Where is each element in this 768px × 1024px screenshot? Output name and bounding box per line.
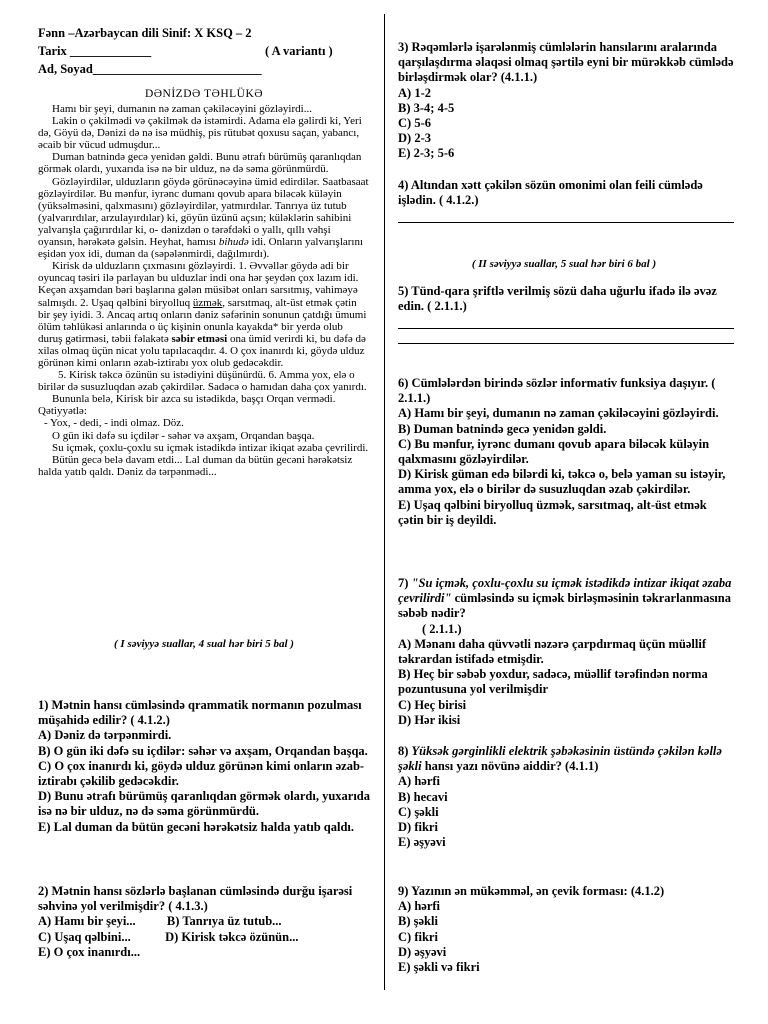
date-field[interactable]: Tarix _____________ [38, 44, 152, 58]
story-text [38, 103, 370, 478]
question-5 [398, 284, 734, 344]
answer-line[interactable] [398, 208, 734, 223]
story-text-span: , sarsıtmaq, alt-üst etmək çətin bir şey iyidi. 3. Ancaq artıq onların dəniz səfərinin sonunun çatdığı ümumi ölüm təhlükəsi anlarında o üç kişinin onunla kayakda* bir yerdə olub duruş gətirməsi, təbii fəlakətə [38, 296, 367, 345]
story-text-span: Gözləyirdilər, ulduzların göydə görünəcəyinə ümid edirdilər. Saatbasaat gözləyirdilər. Bu mənfur, iyrənc dumanı qovub apara biləcək küləyin (yüksəlməsini, qalxmasını) gözləyirdilər, yatmırdılar. Tanrıya üz tutub (yalvarırdılar, arzulayırdılar) ki, göyün üzünü açsın; küləklərin sahibini yalvarışla çağırırdılar ki, o- dənizdən o tərəfdəki o yallı, qıllı vəhşi oyansın, hərəkətə gəlsin. Heyhat, hamısı [38, 175, 369, 249]
answer-option[interactable]: B) hecavi [398, 789, 448, 804]
answer-option[interactable]: E) O çox inanırdı... [38, 944, 141, 959]
answer-option[interactable]: E) Uşaq qəlbini biryolluq üzmək, sarsıtmaq, alt-üst etmək çətin bir iş deyildi. [398, 497, 707, 527]
answer-option[interactable]: E) Lal duman da bütün gecəni hərəkətsiz halda yatıb qaldı. [38, 819, 355, 834]
question-number: 8) [398, 744, 412, 758]
question-text [398, 744, 734, 774]
answer-option[interactable]: D) 2-3 [398, 131, 431, 146]
question-3 [398, 40, 734, 162]
column-divider [384, 14, 385, 990]
answer-option[interactable]: B) Duman batnində gecə yenidən gəldi. [398, 421, 607, 436]
answer-option[interactable]: E) şəkli və fikri [398, 960, 480, 975]
answer-option[interactable]: A) Hamı bir şeyi, dumanın nə zaman çəkiləcəyini gözləyirdi. [398, 406, 719, 421]
story-dialogue: - Yox, - dedi, - indi olmaz. Döz. [44, 417, 184, 430]
answer-option[interactable]: D) əşyəvi [398, 944, 447, 959]
answer-option[interactable]: C) 5-6 [398, 116, 431, 131]
answer-option[interactable]: D) fikri [398, 820, 438, 835]
question-text [398, 576, 734, 622]
question-8 [398, 744, 734, 850]
subject-line: Fənn –Azərbaycan dili Sinif: X KSQ – 2 [38, 26, 252, 40]
story-paragraph: 5. Kirisk təkcə özünün su istədiyini düşünürdü. 6. Amma yox, elə o birilər də susuzluqdan əzab çəkirdilər. Sadəcə o hamıdan daha çox yanırdı. [38, 369, 367, 394]
story-text-span: Kirisk də ulduzların çıxmasını gözləyirdi. 1. Əvvəllər göydə adi bir oyuncaq təsiri ilə parlayan bu ulduzlar indi ona hər şeydən çox lazım idi. Keçən axşamdan bəri başlarına gələn müsibət onları sarsıtmış, vahiməyə salmışdı. 2. Uşaq qəlbini biryolluq [38, 260, 359, 309]
question-text: 4) Altından xətt çəkilən sözün omonimi olan feili cümlədə işlədin. ( 4.1.2.) [398, 178, 703, 208]
answer-line[interactable] [398, 314, 734, 329]
story-paragraph: Duman batnində gecə yenidən gəldi. Bunu ətrafı bürümüş qaranlıqdan görmək olardı, yuxarıda isə nə bir ulduz, nə də səma görünmürdü. [38, 151, 362, 176]
story-paragraph: O gün iki dəfə su içdilər - səhər və axşam, Orqandan başqa. [52, 429, 315, 442]
answer-option[interactable]: C) Bu mənfur, iyrənc dumanı qovub apara biləcək küləyin qalxmasını gözləyirdilər. [398, 436, 710, 467]
question-text: 1) Mətnin hansı cümləsində qrammatik normanın pozulması müşahidə edilir? ( 4.1.2.) [38, 698, 362, 728]
question-text: 3) Rəqəmlərlə işarələnmiş cümlələrin hansılarını aralarında qarşılaşdırma əlaqəsi olmaq şərtilə eyni bir mürəkkəb cümlədə birləşdirmək olar? (4.1.1.) [398, 40, 734, 85]
answer-line[interactable] [398, 329, 734, 344]
competency-code: ( 2.1.1.) [422, 621, 462, 636]
section-heading-1: ( I səviyyə suallar, 4 sual hər biri 5 bal ) [114, 638, 294, 650]
question-text-rest: cümləsində su içmək birləşməsinin təkrarlanmasına səbəb nədir? [398, 591, 731, 621]
question-4 [398, 178, 734, 223]
story-paragraph [38, 260, 370, 369]
variant-label: ( A variantı ) [265, 44, 333, 58]
question-number: 7) [398, 576, 412, 590]
italic-phrase: Yüksək gərginlikli elektrik şəbəkəsinin üstündə çəkilən kəllə şəkli [398, 744, 722, 774]
bold-phrase: səbir etməsi [171, 332, 228, 345]
answer-option[interactable]: C) şəkli [398, 804, 439, 819]
question-text: 6) Cümlələrdən birində sözlər informativ funksiya daşıyır. ( 2.1.1.) [398, 376, 716, 406]
story-paragraph: Hamı bir şeyi, dumanın nə zaman çəkiləcəyini gözləyirdi... [52, 103, 312, 115]
story-italic-word: bihudə [218, 236, 249, 249]
answer-option[interactable]: A) Dəniz də tərpənmirdi. [38, 728, 172, 743]
underlined-word: üzmək [192, 296, 223, 309]
story-paragraph: Bununla belə, Kirisk bir azca su istədikdə, başçı Orqan vermədi. Qətiyyətlə: [38, 393, 336, 418]
question-text: 9) Yazının ən mükəmməl, ən çevik forması: (4.1.2) [398, 884, 665, 898]
story-paragraph: Su içmək, çoxlu-çoxlu su içmək istədikdə intizar ikiqat əzaba çevrilirdi. [52, 441, 369, 454]
question-text-rest: hansı yazı növünə aiddir? (4.1.1) [421, 759, 599, 774]
answer-option[interactable]: D) Bunu ətrafı bürümüş qaranlıqdan görmək olardı, yuxarıda isə nə bir ulduz, nə də səma görünmürdü. [38, 789, 370, 819]
answer-option[interactable]: E) əşyəvi [398, 835, 446, 850]
answer-option[interactable]: E) 2-3; 5-6 [398, 146, 455, 161]
answer-option-row[interactable]: A) Hamı bir şeyi... B) Tanrıya üz tutub... [38, 914, 282, 929]
answer-option-row[interactable]: C) Uşaq qəlbini... D) Kirisk təkcə özünün... [38, 929, 299, 944]
story-text-span: idi. Onların yalvarışlarını eşidən yox idi, duman da (səpələnmirdi, dağılmırdı). [38, 236, 364, 261]
story-text-span: ona ümid verirdi ki, bu dəfə də xilas olmaq üçün nicat yolu tapılacaqdır. 4. O çox inanırdı ki, göydə ulduz görünən kimi onların əzab-iztirabı yox olub gedəcəkdir. [38, 332, 366, 369]
answer-option[interactable]: A) hərfi [398, 774, 440, 789]
question-9 [398, 884, 734, 975]
answer-option[interactable]: D) Hər ikisi [398, 712, 461, 727]
answer-option[interactable]: A) hərfi [398, 899, 440, 914]
question-2 [38, 884, 374, 960]
answer-option[interactable]: B) Heç bir səbəb yoxdur, sadəcə, müəllif tərəfindən norma pozuntusuna yol verilmişdir [398, 667, 708, 697]
story-paragraph: Lakin o çəkilmədi və çəkilmək də istəmirdi. Adama elə gəlirdi ki, Yeri də, Göyü də, Dənizi də nə isə müdhiş, pis rütubət qoxusu saçan, yabancı, əcaib bir vücud udmuşdur... [38, 115, 362, 152]
answer-option[interactable]: B) şəkli [398, 914, 438, 929]
answer-option[interactable]: D) Kirisk güman edə bilərdi ki, təkcə o, belə yaman su istəyir, amma yox, elə o birilər də susuzluqdan əzab çəkirdilər. [398, 467, 726, 497]
question-1 [38, 698, 374, 835]
story-paragraph [38, 176, 370, 261]
answer-option[interactable]: C) O çox inanırdı ki, göydə ulduz görünən kimi onların əzab-iztirabı çəkilib gedəcəkdir. [38, 758, 365, 789]
story-title: DƏNİZDƏ TƏHLÜKƏ [144, 88, 264, 100]
answer-option[interactable]: B) O gün iki dəfə su içdilər: səhər və axşam, Orqandan başqa. [38, 743, 368, 758]
answer-option[interactable]: C) Heç birisi [398, 697, 467, 712]
section-heading-2: ( II səviyyə suallar, 5 sual hər biri 6 bal ) [471, 258, 657, 270]
question-text: 5) Tünd-qara şriftlə verilmiş sözü daha uğurlu ifadə ilə əvəz edin. ( 2.1.1.) [398, 284, 717, 314]
answer-option[interactable]: C) fikri [398, 929, 438, 944]
story-paragraph: Bütün gecə belə davam etdi... Lal duman da bütün gecəni hərəkətsiz halda yatıb qaldı. Dəniz də tərpənmədi... [38, 453, 353, 478]
question-text: 2) Mətnin hansı sözlərlə başlanan cümləsində durğu işarəsi səhvinə yol verilmişdir? ( 4.1.3.) [38, 884, 353, 914]
name-field[interactable]: Ad, Soyad___________________________ [38, 62, 262, 76]
answer-option[interactable]: B) 3-4; 4-5 [398, 100, 455, 115]
quoted-sentence: "Su içmək, çoxlu-çoxlu su içmək istədikdə intizar ikiqat əzaba çevrilirdi" [398, 576, 732, 606]
question-7 [398, 576, 734, 728]
answer-option[interactable]: A) 1-2 [398, 85, 431, 100]
answer-option[interactable]: A) Mənanı daha qüvvətli nəzərə çarpdırmaq üçün müəllif təkrardan istifadə etmişdir. [398, 636, 706, 667]
question-6 [398, 376, 734, 528]
